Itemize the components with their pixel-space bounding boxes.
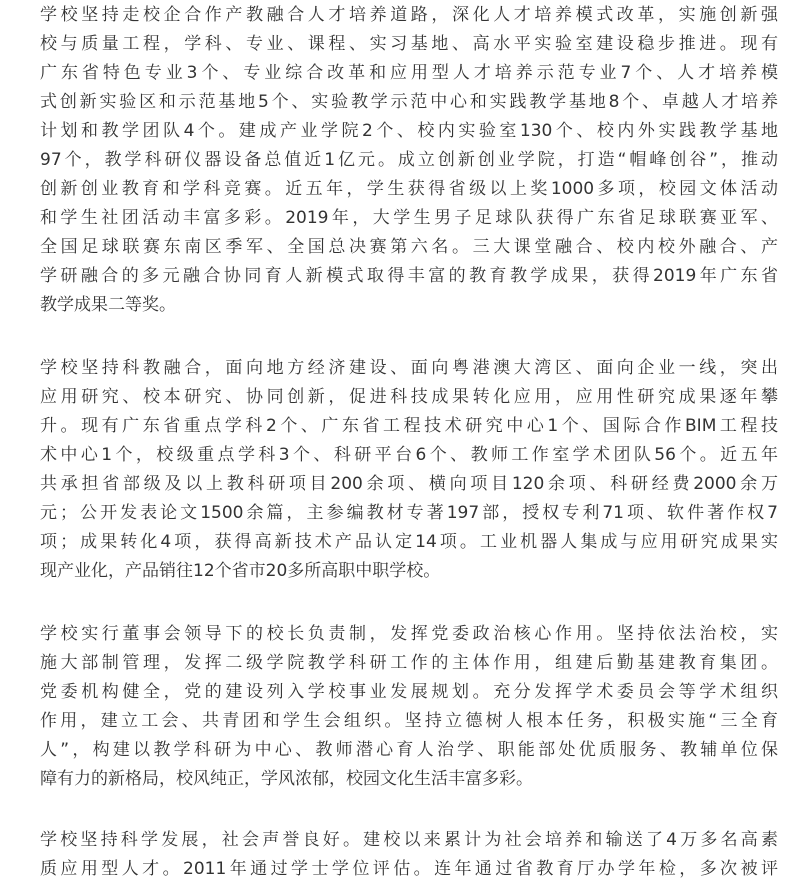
text-line: 广东省特色专业3个、专业综合改革和应用型人才培养示范专业7个、人才培养模 (40, 63, 778, 83)
text-line: 全国足球联赛东南区季军、全国总决赛第六名。三大课堂融合、校内校外融合、产 (40, 237, 778, 257)
text-line: 障有力的新格局，校风纯正，学风浓郁，校园文化生活丰富多彩。 (40, 769, 533, 789)
text-line: 党委机构健全，党的建设列入学校事业发展规划。充分发挥学术委员会等学术组织 (40, 682, 778, 702)
text-line: 教学成果二等奖。 (40, 295, 176, 315)
text-line: 人”，构建以教学科研为中心、教师潜心育人治学、职能部处优质服务、教辅单位保 (40, 740, 778, 760)
text-line: 学校坚持科教融合，面向地方经济建设、面向粤港澳大湾区、面向企业一线，突出 (40, 358, 778, 378)
text-line: 现产业化，产品销往12个省市20多所高职中职学校。 (40, 561, 441, 581)
text-line: 项；成果转化4项，获得高新技术产品认定14项。工业机器人集成与应用研究成果实 (40, 532, 778, 552)
text-line: 校与质量工程，学科、专业、课程、实习基地、高水平实验室建设稳步推进。现有 (40, 34, 778, 54)
text-line: 学研融合的多元融合协同育人新模式取得丰富的教育教学成果，获得2019年广东省 (40, 266, 778, 286)
text-line: 计划和教学团队4个。建成产业学院2个、校内实验室130个、校内外实践教学基地 (40, 121, 778, 141)
text-line: 创新创业教育和学科竞赛。近五年，学生获得省级以上奖1000多项，校园文体活动 (40, 179, 778, 199)
paragraph-research (40, 354, 778, 586)
text-line: 和学生社团活动丰富多彩。2019年，大学生男子足球队获得广东省足球联赛亚军、 (40, 208, 778, 228)
text-line: 学校实行董事会领导下的校长负责制，发挥党委政治核心作用。坚持依法治校，实 (40, 624, 778, 644)
text-line: 学校坚持科学发展，社会声誉良好。建校以来累计为社会培养和输送了4万多名高素 (40, 830, 778, 850)
paragraph-reputation (40, 826, 778, 884)
text-line: 质应用型人才。2011年通过学士学位评估。连年通过省教育厅办学年检，多次被评 (40, 859, 778, 879)
text-line: 式创新实验区和示范基地5个、实验教学示范中心和实践教学基地8个、卓越人才培养 (40, 92, 778, 112)
text-line: 施大部制管理，发挥二级学院教学科研工作的主体作用，组建后勤基建教育集团。 (40, 653, 778, 673)
text-line: 共承担省部级及以上教科研项目200余项、横向项目120余项、科研经费2000余万 (40, 474, 778, 494)
text-line: 作用，建立工会、共青团和学生会组织。坚持立德树人根本任务，积极实施“三全育 (40, 711, 778, 731)
text-line: 术中心1个，校级重点学科3个、科研平台6个、教师工作室学术团队56个。近五年 (40, 445, 778, 465)
text-line: 97个，教学科研仪器设备总值近1亿元。成立创新创业学院，打造“帽峰创谷”，推动 (40, 150, 778, 170)
paragraph-teaching (40, 1, 778, 320)
text-line: 学校坚持走校企合作产教融合人才培养道路，深化人才培养模式改革，实施创新强 (40, 5, 778, 25)
text-line: 应用研究、校本研究、协同创新，促进科技成果转化应用，应用性研究成果逐年攀 (40, 387, 778, 407)
text-line: 升。现有广东省重点学科2个、广东省工程技术研究中心1个、国际合作BIM工程技 (40, 416, 778, 436)
paragraph-governance (40, 620, 778, 794)
text-line: 元；公开发表论文1500余篇，主参编教材专著197部，授权专利71项、软件著作权7 (40, 503, 778, 523)
